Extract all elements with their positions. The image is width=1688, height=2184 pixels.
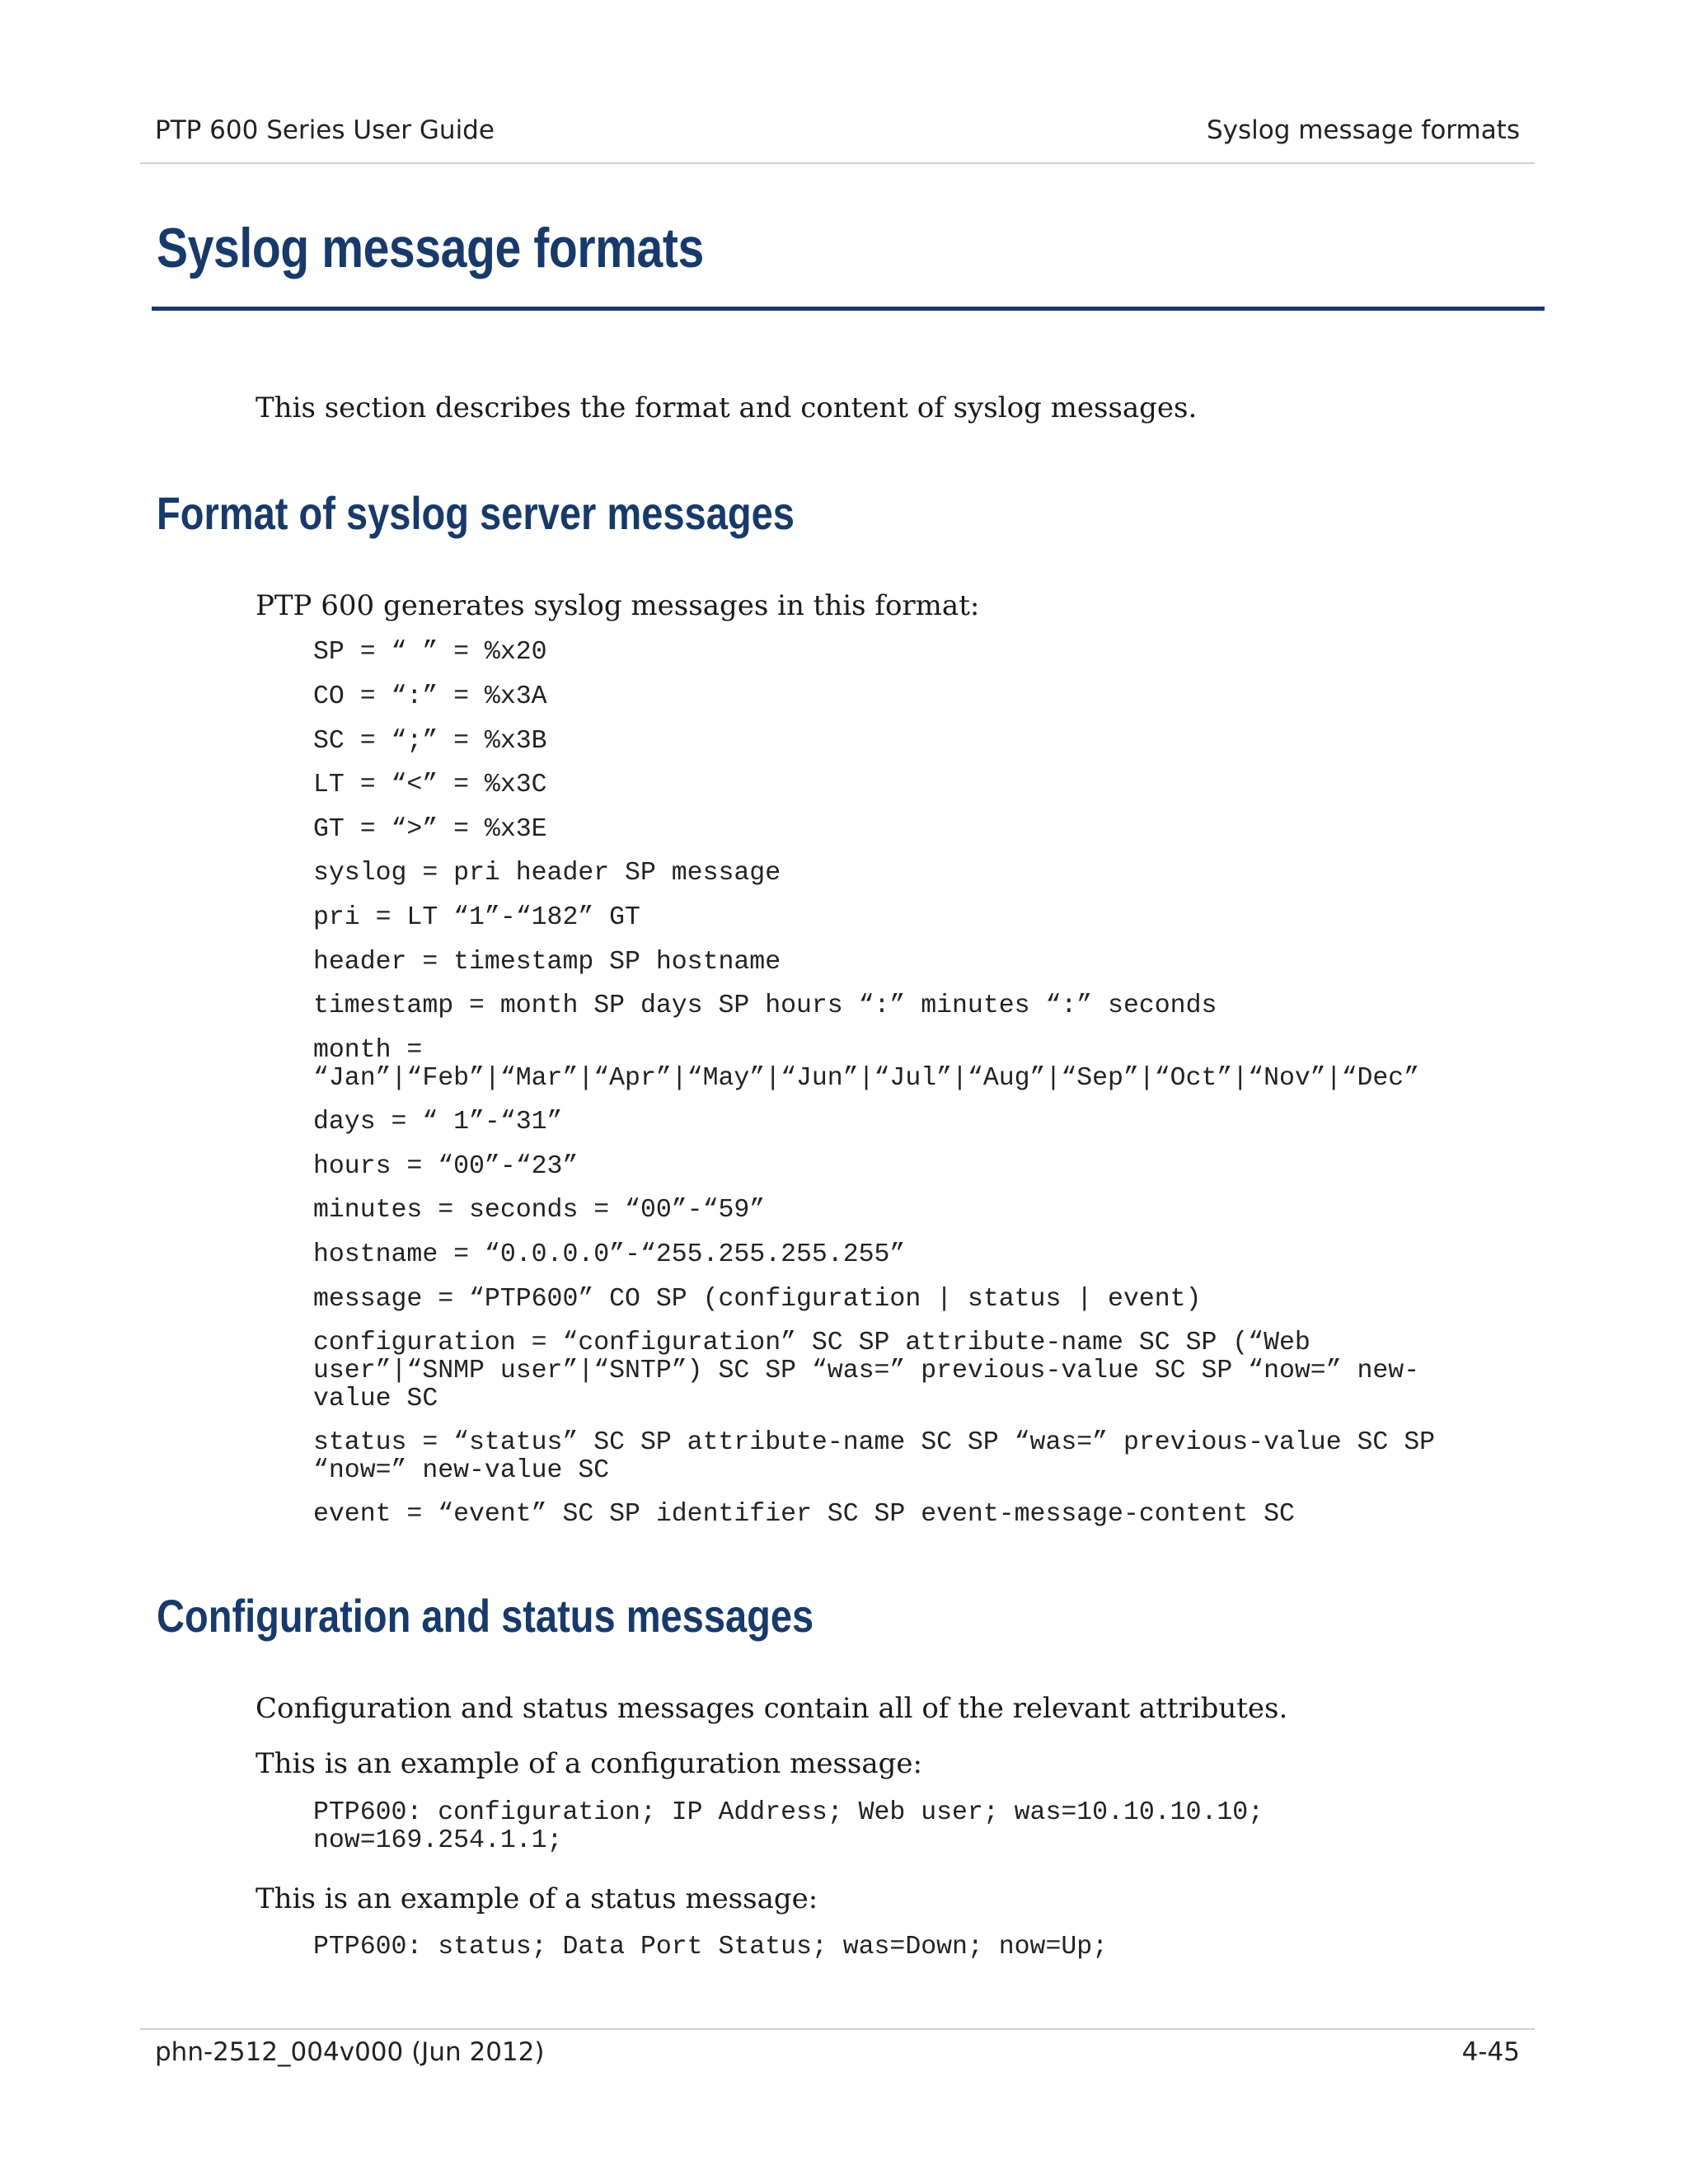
code-line-sp: SP = “ ” = %x20 (313, 638, 547, 667)
footer-doc-id: phn-2512_004v000 (Jun 2012) (155, 2037, 545, 2067)
intro-paragraph: This section describes the format and content of syslog messages. (256, 391, 1198, 424)
code-line-hostname: hostname = “0.0.0.0”-“255.255.255.255” (313, 1240, 906, 1269)
header-divider (140, 162, 1535, 164)
code-line-month: month = “Jan”|“Feb”|“Mar”|“Apr”|“May”|“Jun”|“Jul”|“Aug”|“Sep”|“Oct”|“Nov”|“Dec” (313, 1036, 1420, 1093)
config-example-code: PTP600: configuration; IP Address; Web user; was=10.10.10.10; now=169.254.1.1; (313, 1798, 1264, 1855)
code-line-days: days = “ 1”-“31” (313, 1108, 563, 1137)
status-example-code: PTP600: status; Data Port Status; was=Down; now=Up; (313, 1933, 1109, 1961)
running-header (155, 115, 1520, 145)
format-lead-paragraph: PTP 600 generates syslog messages in this format: (256, 589, 980, 622)
code-line-gt: GT = “>” = %x3E (313, 815, 547, 844)
code-line-lt: LT = “<” = %x3C (313, 771, 547, 799)
config-status-paragraph: Configuration and status messages contain all of the relevant attributes. (256, 1692, 1288, 1725)
page-number: 4-45 (1461, 2037, 1520, 2067)
code-line-syslog: syslog = pri header SP message (313, 859, 781, 888)
code-line-sc: SC = “;” = %x3B (313, 727, 547, 756)
title-underline (152, 307, 1545, 311)
code-line-hours: hours = “00”-“23” (313, 1152, 579, 1181)
code-line-header: header = timestamp SP hostname (313, 948, 781, 977)
header-doc-title: PTP 600 Series User Guide (155, 115, 495, 145)
code-line-timestamp: timestamp = month SP days SP hours “:” minutes “:” seconds (313, 991, 1217, 1020)
code-line-event: event = “event” SC SP identifier SC SP event-message-content SC (313, 1500, 1295, 1529)
code-line-co: CO = “:” = %x3A (313, 682, 547, 711)
code-line-configuration: configuration = “configuration” SC SP attribute-name SC SP (“Web user”|“SNMP user”|“SNTP”) SC SP “was=” previous-value SC SP “now=” new- value SC (313, 1329, 1420, 1413)
code-line-minutes: minutes = seconds = “00”-“59” (313, 1196, 766, 1225)
page-title: Syslog message formats (157, 217, 704, 279)
section-heading-config-status: Configuration and status messages (157, 1590, 814, 1642)
status-example-lead: This is an example of a status message: (256, 1882, 818, 1915)
code-line-pri: pri = LT “1”-“182” GT (313, 903, 640, 932)
header-section-title: Syslog message formats (1206, 115, 1520, 145)
code-line-message: message = “PTP600” CO SP (configuration | status | event) (313, 1285, 1202, 1314)
running-footer (155, 2037, 1520, 2067)
footer-divider (140, 2028, 1535, 2030)
code-line-status: status = “status” SC SP attribute-name SC SP “was=” previous-value SC SP “now=” new-value SC (313, 1428, 1436, 1485)
section-heading-format: Format of syslog server messages (157, 487, 795, 539)
config-example-lead: This is an example of a configuration message: (256, 1747, 922, 1780)
